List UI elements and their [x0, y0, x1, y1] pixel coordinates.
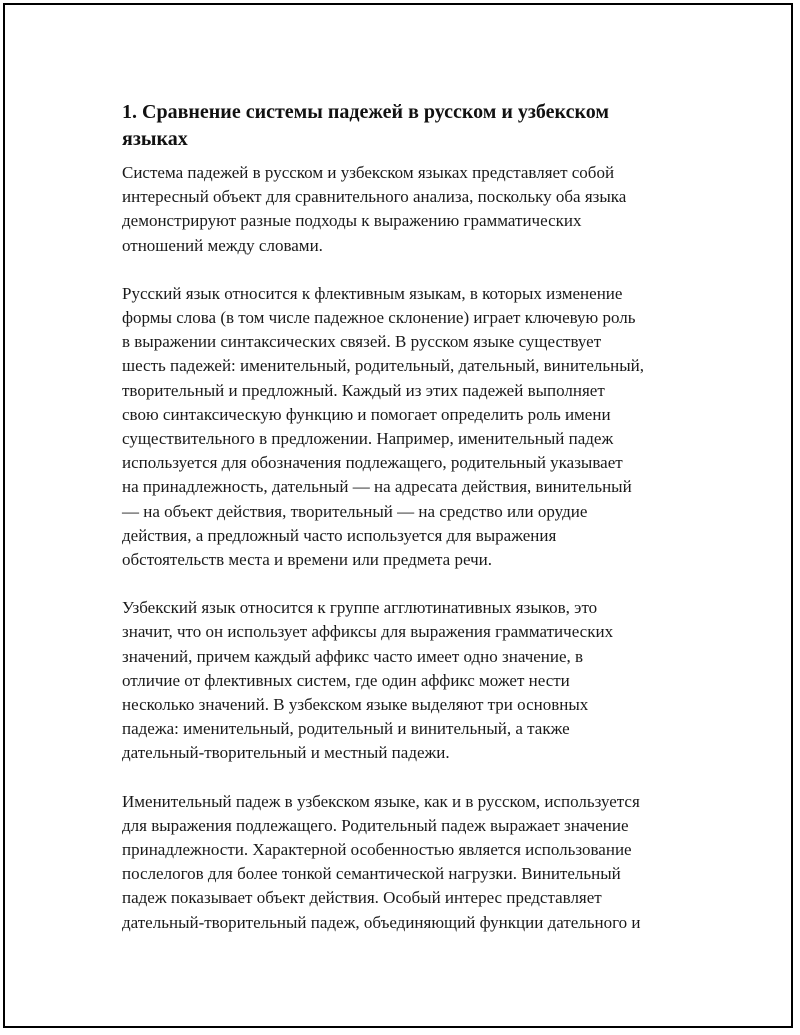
text-line: несколько значений. В узбекском языке выделяют три основных: [122, 695, 589, 715]
section-heading: [122, 99, 702, 153]
text-line: дательный-творительный и местный падежи.: [122, 743, 450, 763]
paragraph-uzbek-cases: [122, 790, 702, 935]
text-line: — на объект действия, творительный — на средство или орудие: [122, 501, 588, 521]
text-line: значит, что он использует аффиксы для выражения грамматических: [122, 622, 614, 642]
text-line: существительного в предложении. Например, именительный падеж: [122, 429, 614, 449]
text-line: послелогов для более тонкой семантической нагрузки. Винительный: [122, 864, 621, 884]
text-line: Узбекский язык относится к группе агглютинативных языков, это: [122, 598, 598, 618]
text-line: творительный и предложный. Каждый из этих падежей выполняет: [122, 380, 605, 400]
text-line: Система падежей в русском и узбекском языках представляет собой: [122, 163, 615, 182]
text-line: в выражении синтаксических связей. В русском языке существует: [122, 332, 602, 352]
text-line: на принадлежность, дательный — на адресата действия, винительный: [122, 477, 632, 497]
text-line: интересный объект для сравнительного анализа, поскольку оба языка: [122, 187, 627, 207]
text-line: шесть падежей: именительный, родительный, дательный, винительный,: [122, 356, 645, 376]
text-line: формы слова (в том числе падежное склонение) играет ключевую роль: [122, 308, 636, 328]
text-line: принадлежности. Характерной особенностью является использование: [122, 840, 632, 860]
paragraph-uzbek: [122, 596, 702, 765]
heading-line: языках: [122, 128, 188, 150]
document-body: [122, 99, 702, 959]
text-line: используется для обозначения подлежащего, родительный указывает: [122, 453, 623, 473]
text-line: действия, а предложный часто используется для выражения: [122, 525, 557, 545]
text-line: отличие от флективных систем, где один аффикс может нести: [122, 670, 570, 690]
heading-line: 1. Сравнение системы падежей в русском и узбекском: [122, 101, 609, 123]
text-line: для выражения подлежащего. Родительный падеж выражает значение: [122, 815, 629, 835]
text-line: падеж показывает объект действия. Особый интерес представляет: [122, 888, 602, 908]
text-line: обстоятельств места и времени или предмета речи.: [122, 550, 492, 570]
text-line: значений, причем каждый аффикс часто имеет одно значение, в: [122, 646, 584, 666]
page-frame: [3, 3, 793, 1028]
text-line: свою синтаксическую функцию и помогает определить роль имени: [122, 404, 611, 424]
text-line: дательный-творительный падеж, объединяющий функции дательного и: [122, 912, 641, 932]
text-line: Русский язык относится к флективным языкам, в которых изменение: [122, 283, 623, 303]
text-line: демонстрируют разные подходы к выражению грамматических: [122, 211, 582, 231]
paragraph-intro: [122, 161, 702, 258]
paragraph-russian: [122, 282, 702, 572]
text-line: падежа: именительный, родительный и винительный, а также: [122, 719, 570, 739]
text-line: Именительный падеж в узбекском языке, как и в русском, используется: [122, 791, 640, 811]
text-line: отношений между словами.: [122, 235, 323, 255]
